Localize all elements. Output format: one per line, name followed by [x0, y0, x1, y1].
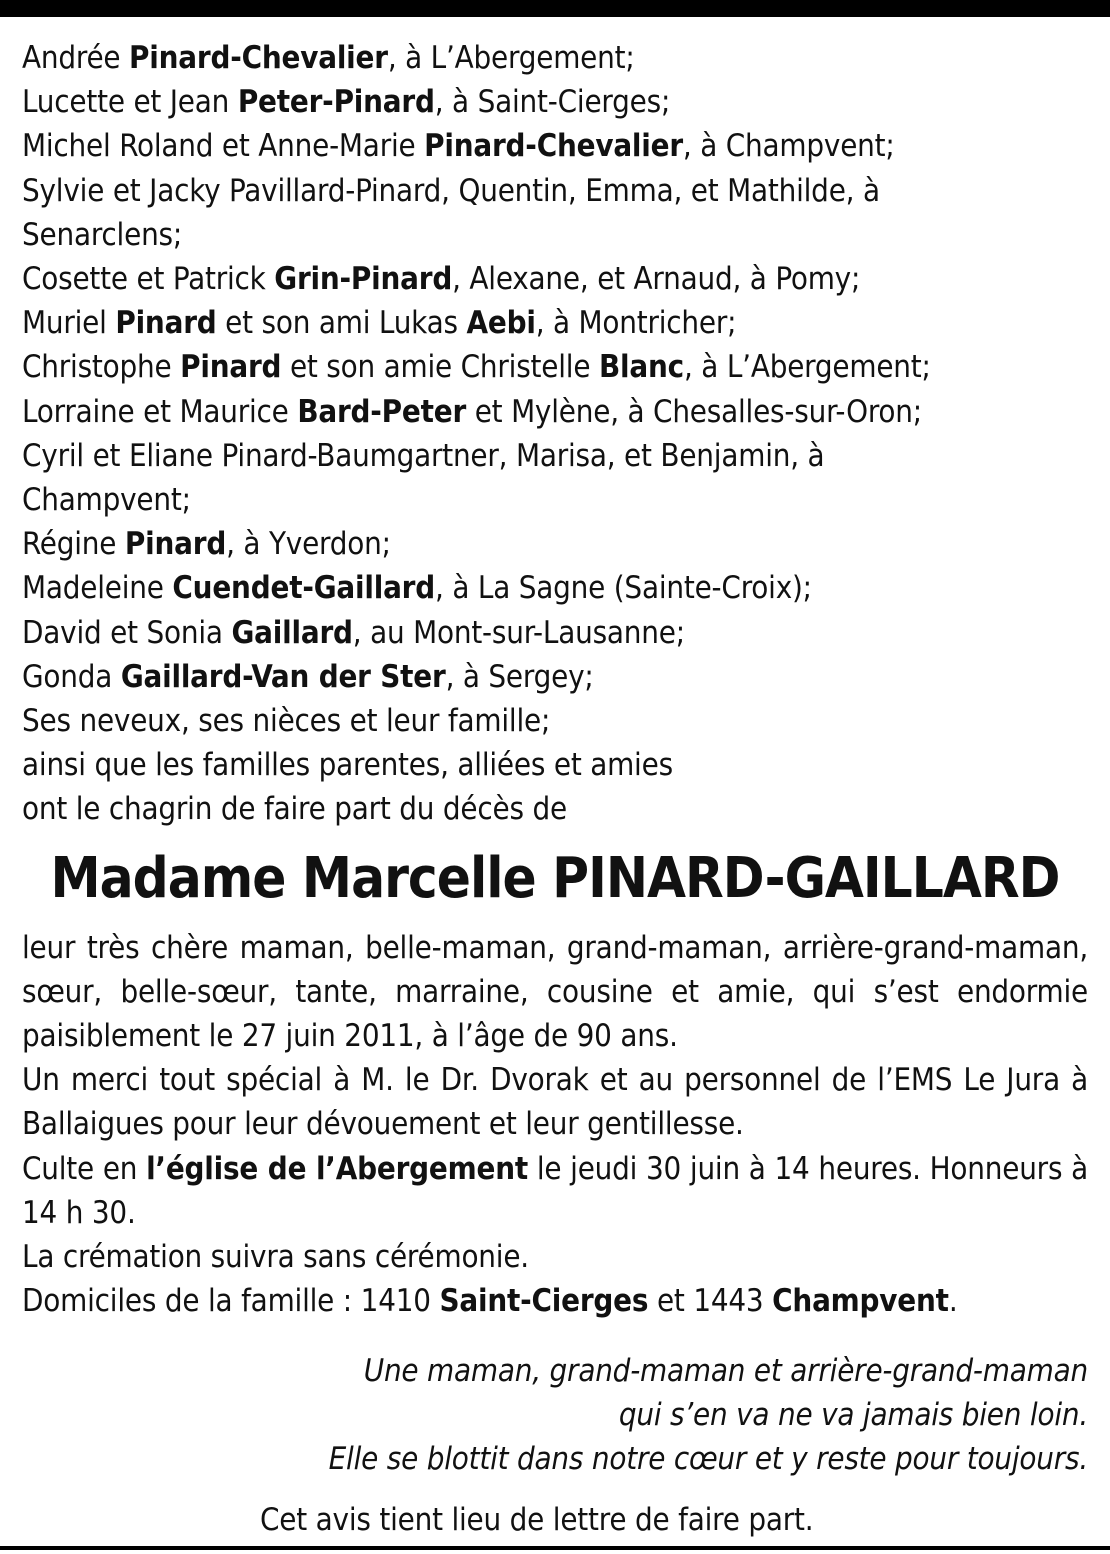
relative-line: Lucette et Jean Peter-Pinard, à Saint-Cierges; — [22, 84, 671, 121]
relative-line: David et Sonia Gaillard, au Mont-sur-Lausanne; — [22, 614, 685, 651]
death-notice — [22, 36, 1088, 1323]
relative-line: Régine Pinard, à Yverdon; — [22, 526, 391, 563]
family-name: Pinard-Chevalier — [129, 40, 388, 76]
poem-line: Elle se blottit dans notre cœur et y reste pour toujours. — [328, 1441, 1088, 1477]
closing-line: ainsi que les familles parentes, alliées et amies — [22, 747, 673, 784]
bottom-rule — [0, 1546, 1110, 1550]
relative-line: Gonda Gaillard-Van der Ster, à Sergey; — [22, 658, 594, 695]
family-name: Pinard-Baumgartner — [221, 437, 499, 474]
poem-line: qui s’en va ne va jamais bien loin. — [618, 1397, 1088, 1433]
family-name: Pinard — [124, 526, 227, 563]
domicile-place: Saint-Cierges — [439, 1283, 649, 1320]
relative-line: Christophe Pinard et son amie Christelle Blanc, à L’Abergement; — [22, 349, 931, 386]
thanks-paragraph: Un merci tout spécial à M. le Dr. Dvorak et au personnel de l’EMS Le Jura à Ballaigues pour leur dévouement et leur gentillesse. — [22, 1062, 1088, 1143]
domicile-place: Champvent — [772, 1283, 949, 1320]
relative-line: Muriel Pinard et son ami Lukas Aebi, à Montricher; — [22, 305, 737, 342]
family-name: Aebi — [466, 305, 536, 342]
tribute-paragraph: leur très chère maman, belle-maman, grand-maman, arrière-grand-maman, sœur, belle-sœur, tante, marraine, cousine et amie, qui s’est endormie paisiblement le 27 juin 2011, à l’âge de 90 ans. — [22, 929, 1088, 1055]
family-name: Gaillard — [231, 614, 353, 651]
footer-note: Cet avis tient lieu de lettre de faire part. — [260, 1502, 814, 1538]
family-name: Pinard — [115, 305, 217, 342]
family-name: Peter-Pinard — [237, 84, 435, 121]
closing-line: Ses neveux, ses nièces et leur famille; — [22, 703, 551, 740]
family-name: Pinard-Chevalier — [424, 128, 683, 165]
domiciles-line: Domiciles de la famille : 1410 Saint-Cierges et 1443 Champvent. — [22, 1283, 958, 1320]
memorial-poem — [329, 1349, 1088, 1481]
relative-line: Lorraine et Maurice Bard-Peter et Mylène, à Chesalles-sur-Oron; — [22, 393, 922, 430]
relative-line: Andrée Pinard-Chevalier, à L’Abergement; — [22, 40, 635, 76]
family-name: Pinard — [180, 349, 282, 386]
family-name: Pavillard-Pinard — [229, 172, 442, 209]
relative-line: Madeleine Cuendet-Gaillard, à La Sagne (Sainte-Croix); — [22, 570, 812, 607]
family-name: Grin-Pinard — [274, 261, 453, 298]
service-place: l’église de l’Abergement — [146, 1150, 528, 1187]
family-name: Blanc — [598, 349, 684, 386]
poem-line: Une maman, grand-maman et arrière-grand-maman — [363, 1353, 1088, 1389]
family-name: Cuendet-Gaillard — [172, 570, 436, 607]
relative-line: Michel Roland et Anne-Marie Pinard-Chevalier, à Champvent; — [22, 128, 895, 165]
relative-line: Sylvie et Jacky Pavillard-Pinard, Quentin, Emma, et Mathilde, à Senarclens; — [22, 172, 880, 253]
family-name: Gaillard-Van der Ster — [120, 658, 446, 695]
service-paragraph: Culte en l’église de l’Abergement le jeudi 30 juin à 14 heures. Honneurs à 14 h 30. — [22, 1150, 1088, 1231]
top-rule — [0, 0, 1110, 17]
closing-line: ont le chagrin de faire part du décès de — [22, 791, 567, 828]
relative-line: Cyril et Eliane Pinard-Baumgartner, Marisa, et Benjamin, à Champvent; — [22, 437, 825, 519]
family-name: Bard-Peter — [297, 393, 467, 430]
cremation-line: La crémation suivra sans cérémonie. — [22, 1239, 529, 1276]
relative-line: Cosette et Patrick Grin-Pinard, Alexane, et Arnaud, à Pomy; — [22, 261, 861, 298]
deceased-name: Madame Marcelle PINARD-GAILLARD — [50, 845, 1060, 911]
